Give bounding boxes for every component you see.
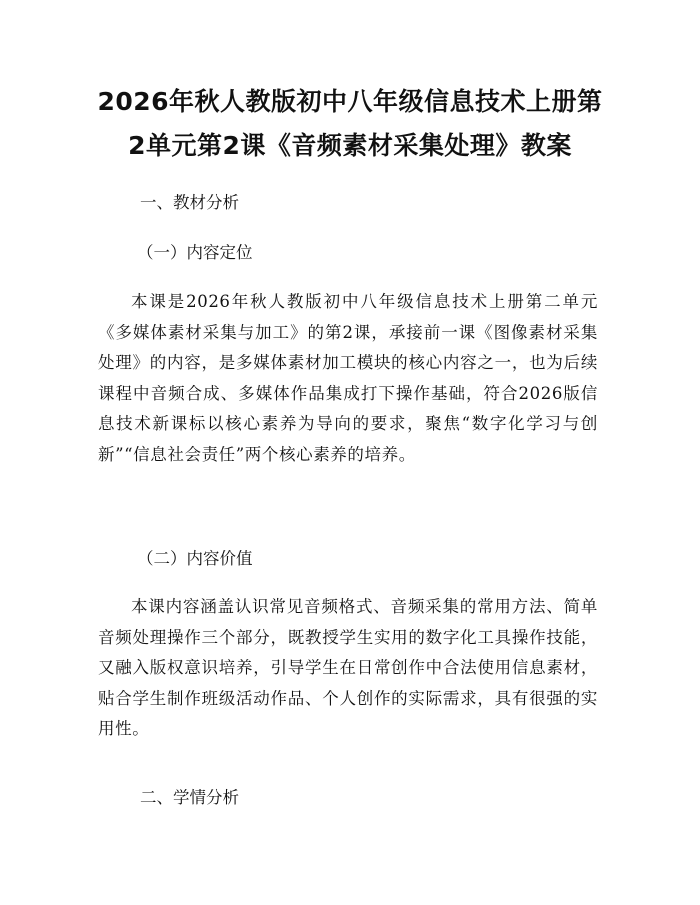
subsection-heading-content-positioning: （一）内容定位: [137, 243, 253, 262]
section-heading-teaching-material-analysis: 一、教材分析: [140, 193, 239, 212]
document-title-line-1: 2026年秋人教版初中八年级信息技术上册第: [97, 87, 603, 116]
document-title-line-2: 2单元第2课《音频素材采集处理》教案: [128, 131, 572, 160]
subsection-heading-content-value: （二）内容价值: [137, 549, 253, 568]
paragraph-content-positioning: 本课是2026年秋人教版初中八年级信息技术上册第二单元《多媒体素材采集与加工》的第2课，承接前一课《图像素材采集处理》的内容，是多媒体素材加工模块的核心内容之一，也为后续课程中音频合成、多媒体作品集成打下操作基础，符合2026版信息技术新课标以核心素养为导向的要求，聚焦“数字化学习与创新”“信息社会责任”两个核心素养的培养。: [98, 292, 598, 464]
paragraph-content-value: 本课内容涵盖认识常见音频格式、音频采集的常用方法、简单音频处理操作三个部分，既教授学生实用的数字化工具操作技能，又融入版权意识培养，引导学生在日常创作中合法使用信息素材，贴合学生制作班级活动作品、个人创作的实际需求，具有很强的实用性。: [98, 597, 598, 738]
section-heading-learner-analysis: 二、学情分析: [140, 788, 239, 807]
